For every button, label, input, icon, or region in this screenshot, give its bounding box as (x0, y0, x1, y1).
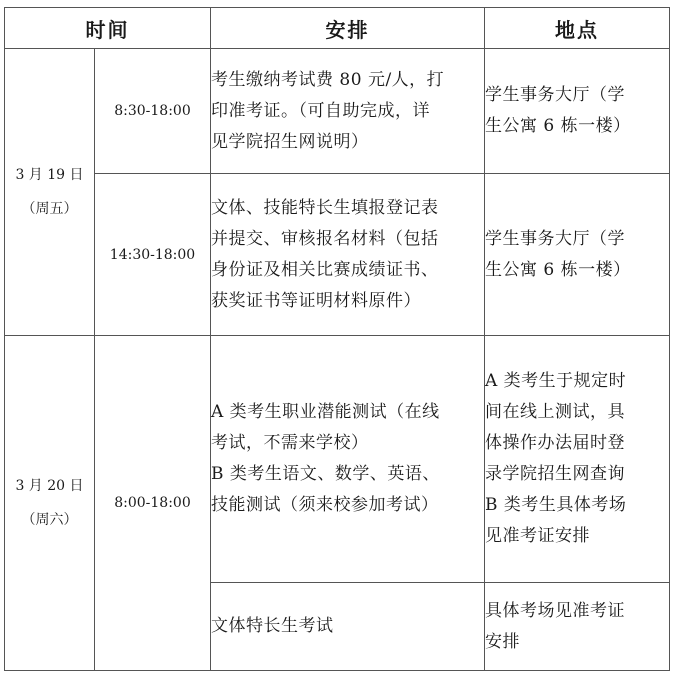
arrangement-line: 获奖证书等证明材料原件） (211, 290, 421, 311)
location-cell (485, 49, 670, 174)
arrangement-line: 并提交、审核报名材料（包括 (211, 228, 439, 249)
date-label: 3 月 20 日 (15, 478, 84, 494)
arrangement-cell (211, 49, 485, 174)
arrangement-line: 文体、技能特长生填报登记表 (211, 197, 439, 218)
location-line: 学生事务大厅（学 (485, 228, 625, 249)
location-line: 学生事务大厅（学 (485, 85, 625, 105)
location-line: 间在线上测试，具 (485, 402, 625, 422)
arrangement-line: 考生缴纳考试费 80 元/人，打 (211, 69, 445, 90)
header-time: 时间 (5, 8, 211, 49)
location-line: 安排 (485, 631, 520, 652)
weekday-label: （周五） (21, 201, 78, 217)
location-line: 见准考证安排 (485, 526, 590, 546)
location-line: 生公寓 6 栋一楼） (485, 116, 631, 136)
location-line: 生公寓 6 栋一楼） (485, 259, 631, 280)
weekday-label: （周六） (21, 512, 78, 528)
arrangement-line: 考试，不需来学校） (211, 433, 369, 453)
header-location: 地点 (485, 8, 670, 49)
header-row (5, 8, 670, 49)
time-cell: 14:30-18:00 (95, 174, 211, 336)
date-label: 3 月 19 日 (15, 167, 84, 183)
arrangement-line: 文体特长生考试 (211, 616, 334, 636)
location-line: 具体考场见准考证 (485, 600, 625, 621)
table-row (5, 174, 670, 336)
location-line: 录学院招生网查询 (485, 464, 625, 484)
header-arrangement: 安排 (211, 8, 485, 49)
date-cell-day2 (5, 336, 95, 671)
exam-schedule-table (4, 7, 670, 671)
arrangement-cell (211, 336, 485, 583)
arrangement-line: 技能测试（须来校参加考试） (211, 495, 439, 515)
location-line: A 类考生于规定时 (485, 371, 627, 391)
table-row (5, 336, 670, 583)
location-cell (485, 583, 670, 671)
time-cell: 8:00-18:00 (95, 336, 211, 671)
arrangement-line: A 类考生职业潜能测试（在线 (211, 402, 440, 422)
time-cell: 8:30-18:00 (95, 49, 211, 174)
location-line: 体操作办法届时登 (485, 433, 625, 453)
arrangement-cell (211, 174, 485, 336)
arrangement-line: 见学院招生网说明） (211, 131, 369, 152)
location-line: B 类考生具体考场 (485, 495, 627, 515)
arrangement-line: 身份证及相关比赛成绩证书、 (211, 259, 439, 280)
location-cell (485, 174, 670, 336)
date-cell-day1 (5, 49, 95, 336)
arrangement-line: B 类考生语文、数学、英语、 (211, 464, 440, 484)
arrangement-line: 印准考证。（可自助完成，详 (211, 100, 430, 121)
arrangement-cell (211, 583, 485, 671)
location-cell (485, 336, 670, 583)
table-row (5, 49, 670, 174)
